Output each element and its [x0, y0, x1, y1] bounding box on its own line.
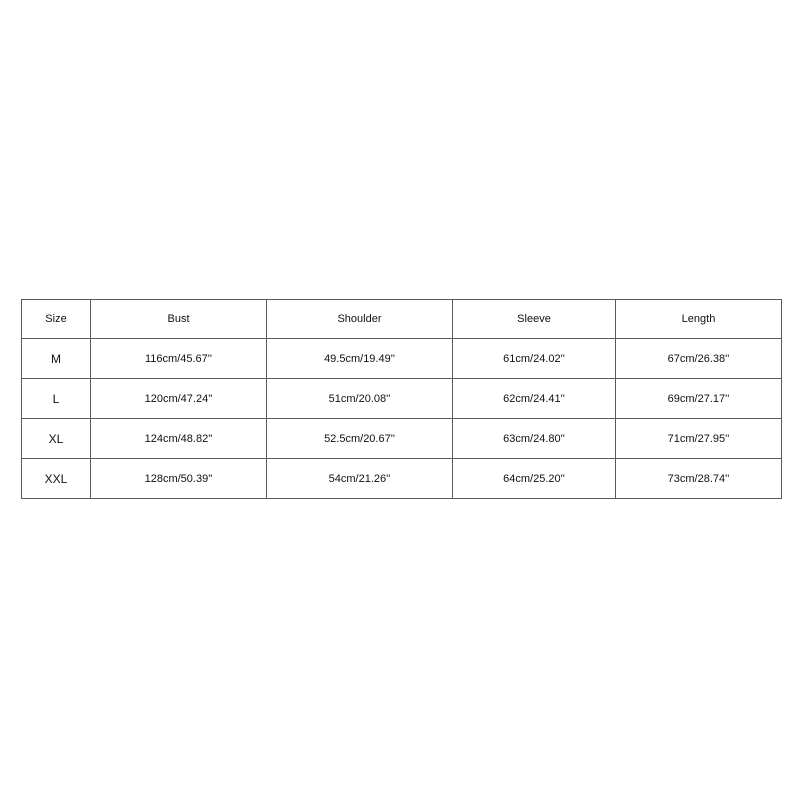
sleeve-cell: 63cm/24.80'' [453, 419, 616, 459]
bust-cell: 128cm/50.39'' [91, 459, 267, 499]
shoulder-cell: 49.5cm/19.49'' [267, 339, 453, 379]
header-sleeve: Sleeve [453, 300, 616, 339]
size-chart-table [21, 299, 782, 499]
bust-cell: 124cm/48.82'' [91, 419, 267, 459]
shoulder-cell: 51cm/20.08'' [267, 379, 453, 419]
size-cell: L [22, 379, 91, 419]
table-row [22, 459, 782, 499]
header-bust: Bust [91, 300, 267, 339]
table-row [22, 339, 782, 379]
header-length: Length [616, 300, 782, 339]
length-cell: 69cm/27.17'' [616, 379, 782, 419]
table-row [22, 379, 782, 419]
bust-cell: 120cm/47.24'' [91, 379, 267, 419]
table-header-row [22, 300, 782, 339]
header-size: Size [22, 300, 91, 339]
size-cell: XXL [22, 459, 91, 499]
shoulder-cell: 54cm/21.26'' [267, 459, 453, 499]
bust-cell: 116cm/45.67'' [91, 339, 267, 379]
sleeve-cell: 61cm/24.02'' [453, 339, 616, 379]
length-cell: 67cm/26.38'' [616, 339, 782, 379]
sleeve-cell: 64cm/25.20'' [453, 459, 616, 499]
header-shoulder: Shoulder [267, 300, 453, 339]
size-cell: M [22, 339, 91, 379]
table-row [22, 419, 782, 459]
sleeve-cell: 62cm/24.41'' [453, 379, 616, 419]
shoulder-cell: 52.5cm/20.67'' [267, 419, 453, 459]
size-cell: XL [22, 419, 91, 459]
length-cell: 73cm/28.74'' [616, 459, 782, 499]
length-cell: 71cm/27.95'' [616, 419, 782, 459]
